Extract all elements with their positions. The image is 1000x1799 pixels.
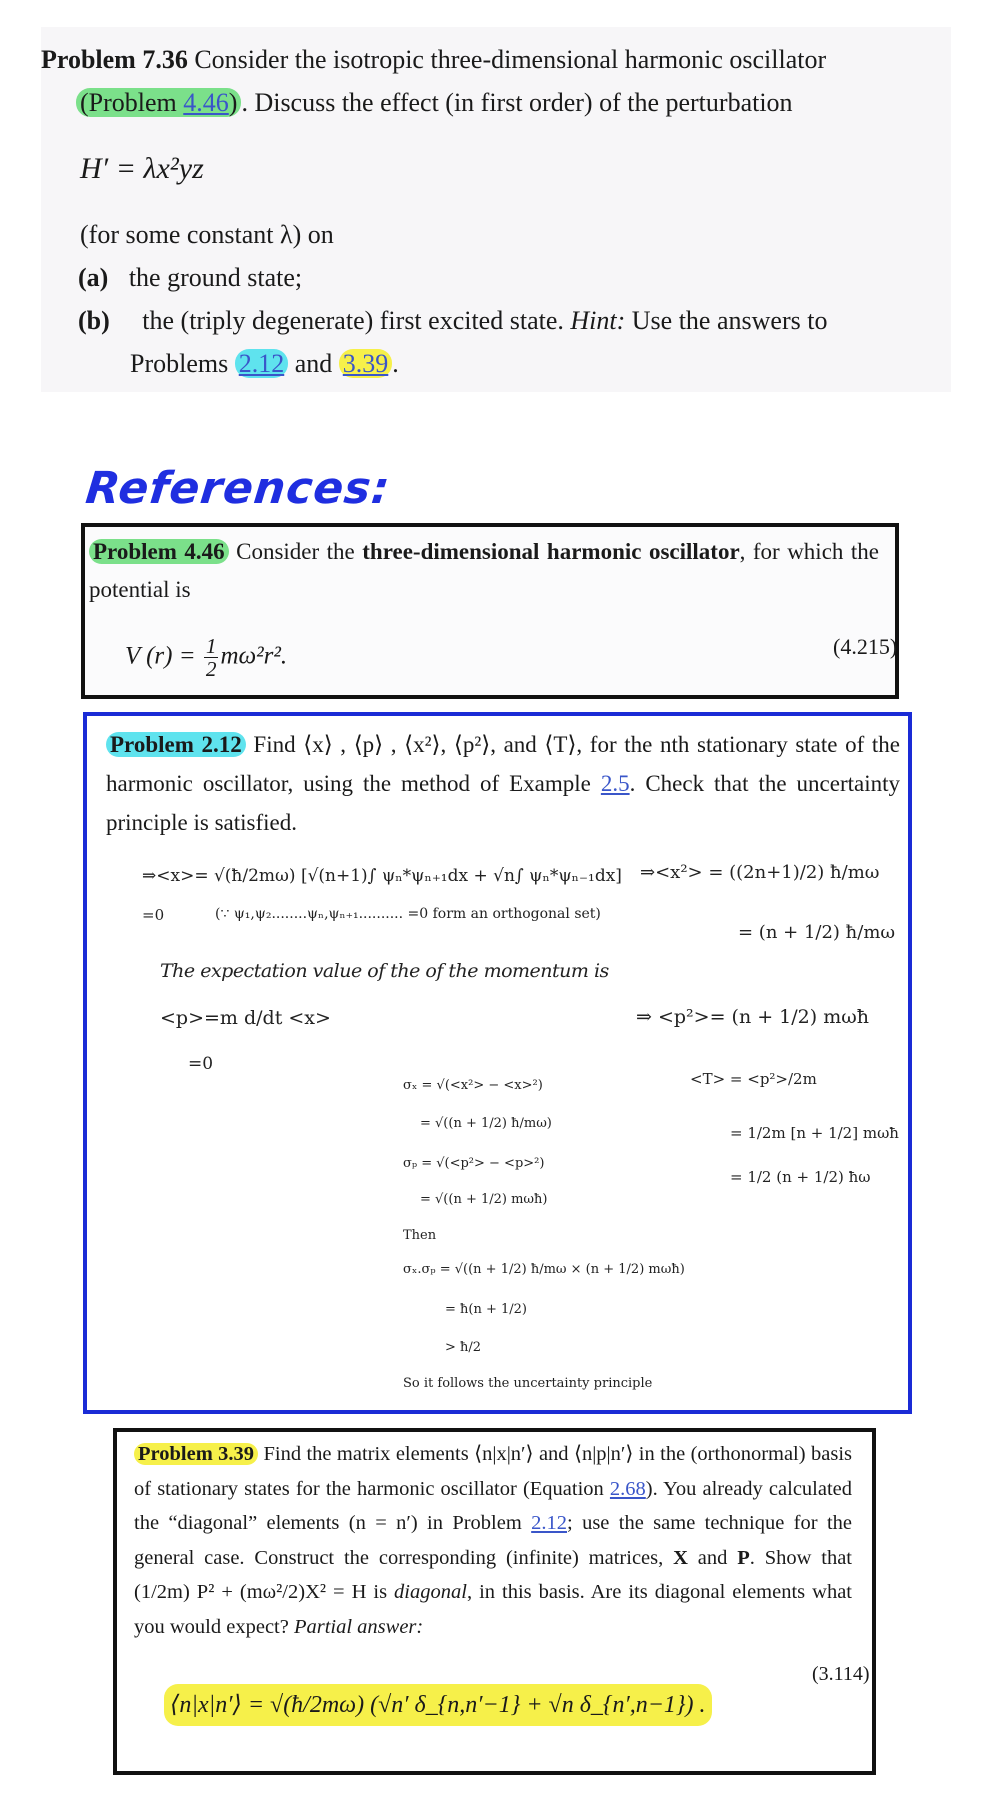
fraction-denominator: 2 — [205, 657, 217, 682]
eq-number-4-215: (4.215) — [833, 634, 898, 659]
solution-p-expect: <p>=m d/dt <x> — [160, 1007, 331, 1029]
potential-rhs: mω²r². — [220, 642, 288, 670]
problem-text-2: . Discuss the effect (in first order) of the perturbation — [241, 88, 793, 117]
matrix-p: P — [737, 1546, 750, 1569]
problem-3-39-link[interactable]: 3.39 — [342, 349, 389, 378]
ref-3-39-text-a: Find the matrix elements ⟨n|x|n′⟩ and ⟨n|p|n′⟩ in the (orthonormal) basis of stationary states for the harmonic oscillator (Equation — [134, 1443, 852, 1500]
kinetic-3: = 1/2 (n + 1/2) ħω — [730, 1168, 871, 1186]
part-b-label: (b) — [78, 306, 110, 335]
ref-2-12-label: Problem 2.12 — [106, 732, 246, 757]
product-1: σₓ.σₚ = √((n + 1/2) ħ/mω × (n + 1/2) mωħ) — [403, 1262, 685, 1277]
eq-number-3-114: (3.114) — [812, 1663, 870, 1685]
hint-label: Hint: — [570, 306, 626, 335]
fraction-numerator: 1 — [205, 634, 217, 658]
problem-2-12-link[interactable]: 2.12 — [238, 349, 285, 378]
potential-equation — [125, 635, 287, 681]
hint-text: Use the answers to — [631, 306, 828, 335]
solution-x-zero: =0 — [142, 906, 165, 924]
potential-fraction — [204, 635, 219, 681]
perturbation-equation: H′ = λx²yz — [80, 152, 204, 185]
sigma-x-2: = √((n + 1/2) ħ/mω) — [420, 1116, 552, 1131]
kinetic-2: = 1/2m [n + 1/2] mωħ — [730, 1124, 899, 1142]
solution-x-expect: ⇒<x>= √(ħ/2mω) [√(n+1)∫ ψₙ*ψₙ₊₁dx + √n∫ ψₙ*ψₙ₋₁dx] — [142, 866, 622, 886]
part-a-text: the ground state; — [128, 263, 303, 292]
ref-2-12-text-a: Find ⟨x⟩ , ⟨p⟩ , ⟨x²⟩, ⟨p²⟩, and ⟨T⟩, for the nth stationary state of the harmonic oscillator, using the method of Example — [106, 732, 901, 796]
ref-3-39-text-c: ; use the same technique for the general case. Construct the corresponding (infinite) matrices, — [134, 1512, 852, 1569]
problem-text-1: Consider the isotropic three-dimensional harmonic oscillator — [194, 45, 827, 74]
part-b-line2 — [130, 342, 399, 385]
ref-4-46-text-b: , for which the potential is — [89, 539, 879, 602]
solution-p2: ⇒ <p²>= (n + 1/2) mωħ — [636, 1006, 869, 1028]
constant-note: (for some constant λ) on — [80, 220, 334, 249]
problem-ref-close: ) — [228, 88, 238, 117]
solution-x2-line1: ⇒<x²> = ((2n+1)/2) ħ/mω — [640, 862, 880, 883]
sigma-p-2: = √((n + 1/2) mωħ) — [420, 1192, 548, 1207]
period: . — [392, 349, 399, 378]
problem-ref-highlight — [76, 88, 241, 117]
sigma-x-1: σₓ = √(<x²> − <x>²) — [403, 1078, 543, 1093]
ref-3-39-and: and — [697, 1546, 728, 1569]
ref-3-39-text-d: . Show that (1/2m) P² + (mω²/2)X² = H is — [134, 1546, 852, 1603]
ref-3-39-label: Problem 3.39 — [134, 1443, 258, 1465]
problem-7-36-line2 — [76, 81, 936, 124]
kinetic-1: <T> = <p²>/2m — [690, 1070, 817, 1088]
example-2-5-link[interactable]: 2.5 — [600, 771, 630, 796]
ref-4-46-text — [89, 533, 879, 609]
ref-2-12-text-b: . Check that the uncertainty principle is satisfied. — [106, 771, 901, 835]
problems-word: Problems — [130, 349, 229, 378]
problem-7-36-text — [41, 38, 934, 81]
problem-2-12-ref-link[interactable]: 2.12 — [531, 1512, 568, 1534]
solution-p-zero: =0 — [188, 1054, 214, 1074]
ref-3-39-text-e: , in this basis. Are its diagonal elements what you would expect? — [134, 1581, 852, 1638]
solution-x2-line2: = (n + 1/2) ħ/mω — [738, 922, 896, 943]
part-b-text: the (triply degenerate) first excited state. — [142, 306, 564, 335]
product-2: = ħ(n + 1/2) — [445, 1302, 527, 1317]
part-a — [78, 256, 302, 299]
then-label: Then — [403, 1228, 437, 1243]
ref-3-39-text — [134, 1437, 852, 1644]
answer-highlight: ⟨n|x|n′⟩ = √(ħ/2mω) (√n′ δ_{n,n′−1} + √n δ_{n′,n−1}) . — [164, 1684, 712, 1726]
references-heading: References: — [83, 463, 393, 514]
problem-label: Problem 7.36 — [41, 45, 188, 74]
momentum-heading: The expectation value of the of the momentum is — [160, 960, 609, 982]
matrix-element-answer — [164, 1690, 712, 1719]
matrix-x: X — [673, 1546, 688, 1569]
sigma-p-1: σₚ = √(<p²> − <p>²) — [403, 1156, 545, 1171]
part-a-label: (a) — [78, 263, 109, 292]
problem-ref-open: (Problem — [80, 88, 184, 117]
part-b — [78, 299, 934, 342]
product-3: > ħ/2 — [445, 1340, 482, 1355]
equation-2-68-link[interactable]: 2.68 — [609, 1477, 646, 1500]
uncertainty-conclusion: So it follows the uncertainty principle — [403, 1376, 653, 1391]
partial-answer-label: Partial answer: — [293, 1615, 424, 1638]
ref-4-46-bold: three-dimensional harmonic oscillator — [362, 539, 740, 564]
problem-4-46-link[interactable]: 4.46 — [183, 88, 229, 117]
and-word: and — [294, 349, 333, 378]
ref-4-46-text-a: Consider the — [236, 539, 355, 564]
ref-3-39-text-b: ). You already calculated the “diagonal” elements (n = n′) in Problem — [134, 1477, 853, 1534]
ref-2-12-text — [106, 725, 900, 842]
potential-lhs: V (r) = — [125, 642, 196, 670]
diagonal-word: diagonal — [394, 1581, 467, 1603]
solution-x-reason: (∵ ψ₁,ψ₂........ψₙ,ψₙ₊₁.......... =0 form an orthogonal set) — [215, 906, 601, 922]
ref-4-46-label: Problem 4.46 — [89, 539, 229, 564]
